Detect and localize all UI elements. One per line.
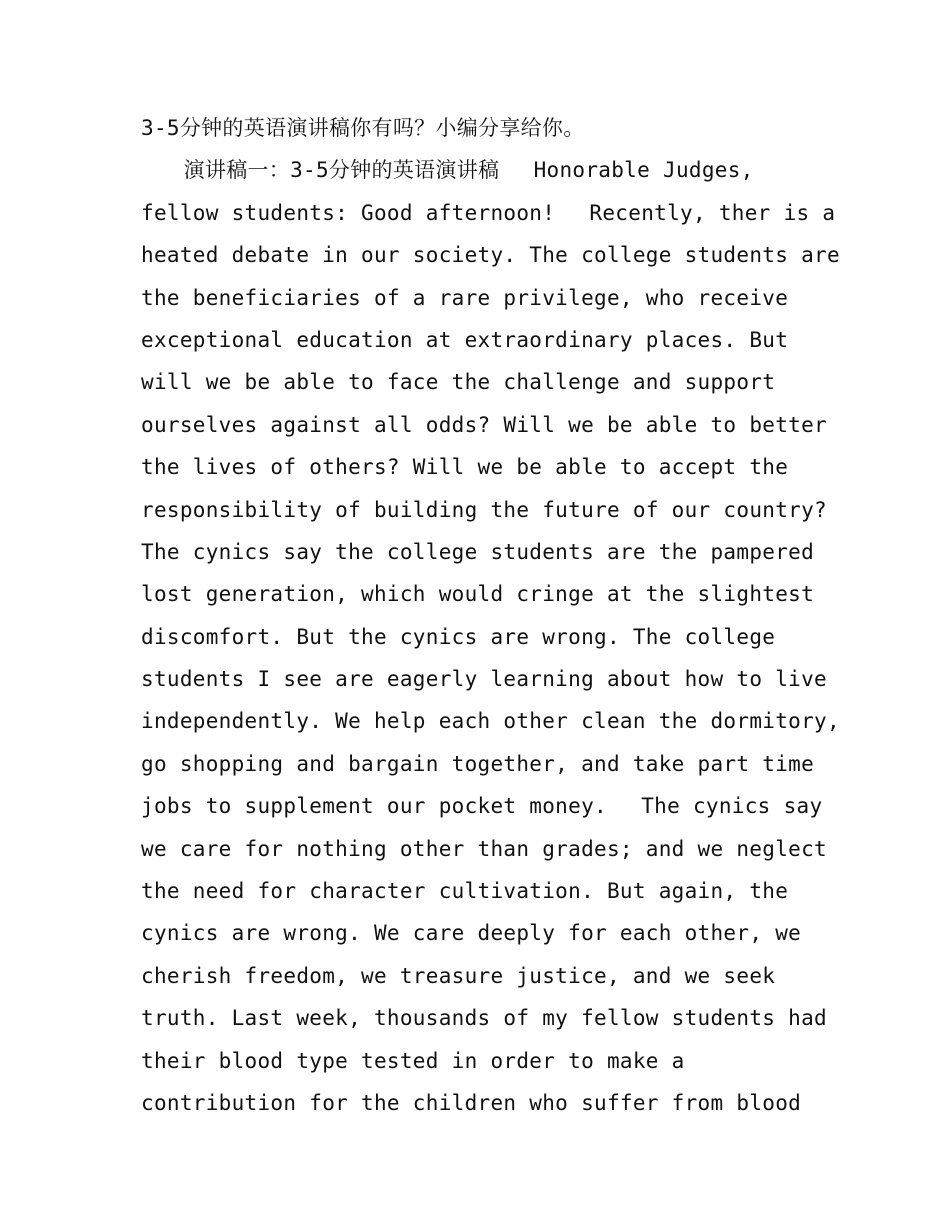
text-line: the need for character cultivation. But again, the	[141, 879, 789, 904]
text-line: independently. We help each other clean the dormitory,	[141, 709, 840, 734]
text-line: responsibility of building the future of our country?	[141, 497, 827, 522]
text-line: exceptional education at extraordinary places. But	[141, 327, 789, 352]
text-line: their blood type tested in order to make a	[141, 1048, 685, 1073]
text-line: jobs to supplement our pocket money. The cynics say	[141, 794, 823, 819]
text-line: The cynics say the college students are the pampered	[141, 539, 815, 564]
text-line: will we be able to face the challenge and support	[141, 370, 776, 395]
text-line: heated debate in our society. The college students are	[141, 243, 840, 268]
text-line: fellow students: Good afternoon! Recently, ther is a	[141, 200, 836, 225]
speech-text	[141, 107, 840, 1124]
text-line: the beneficiaries of a rare privilege, who receive	[141, 285, 789, 310]
text-line: 3-5分钟的英语演讲稿你有吗？小编分享给你。	[141, 116, 585, 140]
text-line: contribution for the children who suffer from blood	[141, 1090, 802, 1115]
text-line: we care for nothing other than grades; and we neglect	[141, 836, 827, 861]
text-line: go shopping and bargain together, and take part time	[141, 751, 815, 776]
text-line: ourselves against all odds? Will we be able to better	[141, 412, 827, 437]
text-line: the lives of others? Will we be able to accept the	[141, 455, 789, 480]
text-line: students I see are eagerly learning about how to live	[141, 667, 827, 692]
text-line: cynics are wrong. We care deeply for each other, we	[141, 921, 802, 946]
text-line: cherish freedom, we treasure justice, and we seek	[141, 963, 776, 988]
text-line: discomfort. But the cynics are wrong. The college	[141, 624, 776, 649]
text-line: 演讲稿一：3-5分钟的英语演讲稿 Honorable Judges,	[141, 158, 754, 183]
text-line: truth. Last week, thousands of my fellow students had	[141, 1006, 827, 1031]
text-line: lost generation, which would cringe at the slightest	[141, 582, 815, 607]
